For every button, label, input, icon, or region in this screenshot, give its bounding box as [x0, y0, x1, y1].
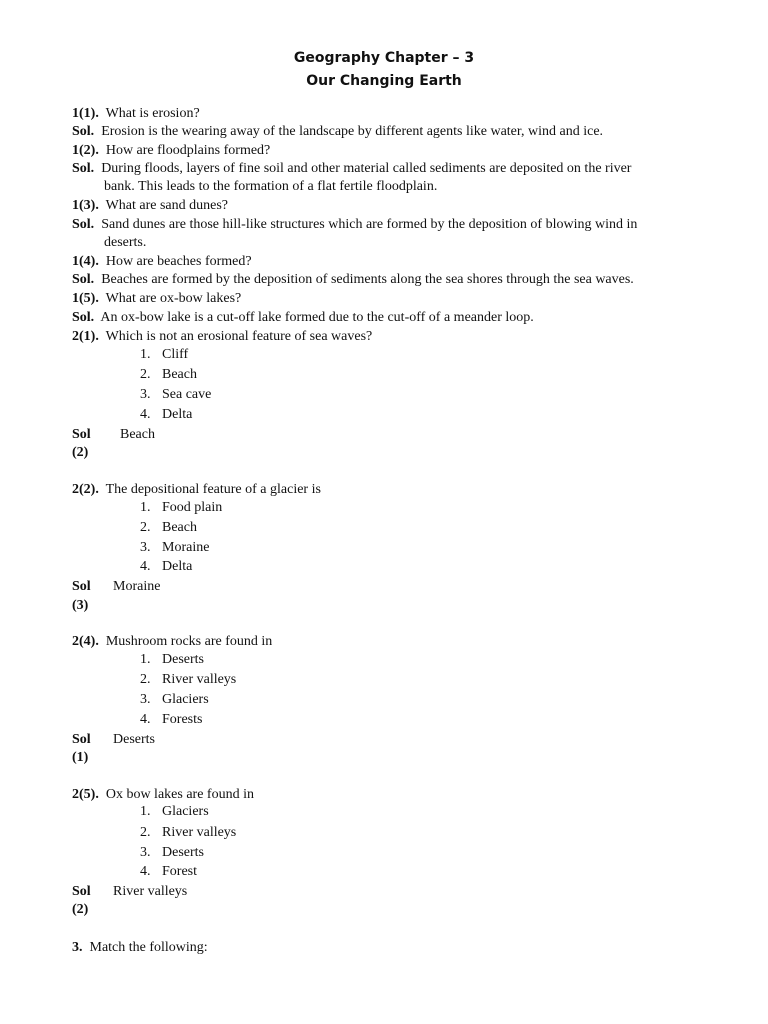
option-item — [140, 651, 204, 669]
option-number: 4. — [140, 864, 151, 879]
question-text: Ox bow lakes are found in — [105, 787, 254, 802]
question-text: What are ox-bow lakes? — [105, 291, 242, 306]
option-number: 3. — [140, 692, 151, 707]
answer-number: (1) — [72, 750, 89, 765]
option-item — [140, 671, 236, 689]
option-number: 2. — [140, 520, 151, 535]
option-item — [140, 863, 197, 881]
mcq-2-2 — [72, 481, 712, 499]
solution-label: Sol. — [72, 217, 95, 232]
option-item — [140, 386, 211, 404]
question-text: How are beaches formed? — [105, 254, 252, 269]
question-text: What is erosion? — [105, 106, 200, 121]
question-text: What are sand dunes? — [105, 198, 229, 213]
option-text: Glaciers — [162, 692, 209, 707]
question-1-1 — [72, 105, 712, 123]
option-number: 2. — [140, 672, 151, 687]
question-number: 1(2). — [72, 143, 99, 158]
question-text: The depositional feature of a glacier is — [105, 482, 321, 497]
question-1-2 — [72, 142, 712, 160]
option-number: 3. — [140, 540, 151, 555]
solution-1-5 — [72, 309, 712, 327]
question-number: 2(2). — [72, 482, 99, 497]
option-item — [140, 558, 192, 576]
solution-label: Sol — [72, 427, 91, 442]
option-text: Deserts — [162, 845, 204, 860]
solution-1-3 — [72, 216, 712, 234]
option-number: 4. — [140, 559, 151, 574]
question-number: 3. — [72, 940, 83, 955]
option-number: 1. — [140, 347, 151, 362]
option-item — [140, 824, 236, 842]
solution-label: Sol. — [72, 161, 95, 176]
option-item — [140, 844, 204, 862]
question-text: Which is not an erosional feature of sea waves? — [105, 329, 373, 344]
option-number: 4. — [140, 407, 151, 422]
option-item — [140, 691, 209, 709]
option-item — [140, 711, 202, 729]
option-item — [140, 406, 192, 424]
option-item — [140, 519, 197, 537]
option-text: Forest — [162, 864, 197, 879]
solution-continuation: deserts. — [104, 235, 147, 250]
option-number: 2. — [140, 825, 151, 840]
solution-answer: River valleys — [113, 884, 188, 899]
answer-number: (3) — [72, 598, 89, 613]
option-item — [140, 346, 188, 364]
option-text: River valleys — [162, 672, 237, 687]
question-1-4 — [72, 253, 712, 271]
solution-text: Beaches are formed by the deposition of sediments along the sea shores through the sea waves. — [101, 272, 634, 287]
option-number: 3. — [140, 387, 151, 402]
question-number: 1(5). — [72, 291, 99, 306]
solution-answer: Moraine — [113, 579, 161, 594]
solution-text: Sand dunes are those hill-like structures which are formed by the deposition of blowing wind in — [101, 217, 638, 232]
solution-label: Sol. — [72, 272, 95, 287]
option-text: Moraine — [162, 540, 210, 555]
question-1-3 — [72, 197, 712, 215]
option-text: Food plain — [162, 500, 223, 515]
option-number: 1. — [140, 804, 151, 819]
option-number: 4. — [140, 712, 151, 727]
solution-1-2 — [72, 160, 712, 178]
option-text: River valleys — [162, 825, 237, 840]
solution-text: Erosion is the wearing away of the landscape by different agents like water, wind and ice. — [101, 124, 604, 139]
mcq-2-1 — [72, 328, 712, 346]
option-number: 1. — [140, 652, 151, 667]
solution-answer: Beach — [120, 427, 155, 442]
option-number: 1. — [140, 500, 151, 515]
solution-label: Sol. — [72, 124, 95, 139]
option-text: Delta — [162, 407, 193, 422]
option-item — [140, 539, 209, 557]
option-text: Delta — [162, 559, 193, 574]
question-1-5 — [72, 290, 712, 308]
option-number: 3. — [140, 845, 151, 860]
option-text: Deserts — [162, 652, 204, 667]
page-title: Geography Chapter – 3 — [293, 50, 475, 66]
answer-number: (2) — [72, 902, 89, 917]
match-heading — [72, 939, 712, 957]
question-number: 2(4). — [72, 634, 99, 649]
question-text: Mushroom rocks are found in — [105, 634, 273, 649]
question-number: 1(3). — [72, 198, 99, 213]
question-number: 1(4). — [72, 254, 99, 269]
question-text: Match the following: — [89, 940, 208, 955]
option-text: Sea cave — [162, 387, 212, 402]
mcq-2-4 — [72, 633, 712, 651]
mcq-2-5 — [72, 786, 712, 804]
page-subtitle: Our Changing Earth — [306, 73, 462, 89]
option-text: Beach — [162, 520, 197, 535]
answer-number: (2) — [72, 445, 89, 460]
option-item — [140, 803, 209, 821]
solution-text: During floods, layers of fine soil and other material called sediments are deposited on the river — [101, 161, 632, 176]
solution-text: An ox-bow lake is a cut-off lake formed due to the cut-off of a meander loop. — [100, 310, 534, 325]
option-text: Forests — [162, 712, 203, 727]
solution-continuation: bank. This leads to the formation of a flat fertile floodplain. — [104, 179, 438, 194]
option-text: Cliff — [162, 347, 189, 362]
solution-label: Sol — [72, 579, 91, 594]
option-number: 2. — [140, 367, 151, 382]
question-number: 2(5). — [72, 787, 99, 802]
question-number: 2(1). — [72, 329, 99, 344]
solution-label: Sol — [72, 732, 91, 747]
question-number: 1(1). — [72, 106, 99, 121]
option-text: Glaciers — [162, 804, 209, 819]
option-text: Beach — [162, 367, 197, 382]
solution-label: Sol. — [72, 310, 95, 325]
solution-1-1 — [72, 123, 712, 141]
option-item — [140, 499, 222, 517]
solution-1-4 — [72, 271, 712, 289]
option-item — [140, 366, 197, 384]
solution-label: Sol — [72, 884, 91, 899]
solution-answer: Deserts — [113, 732, 155, 747]
question-text: How are floodplains formed? — [105, 143, 271, 158]
